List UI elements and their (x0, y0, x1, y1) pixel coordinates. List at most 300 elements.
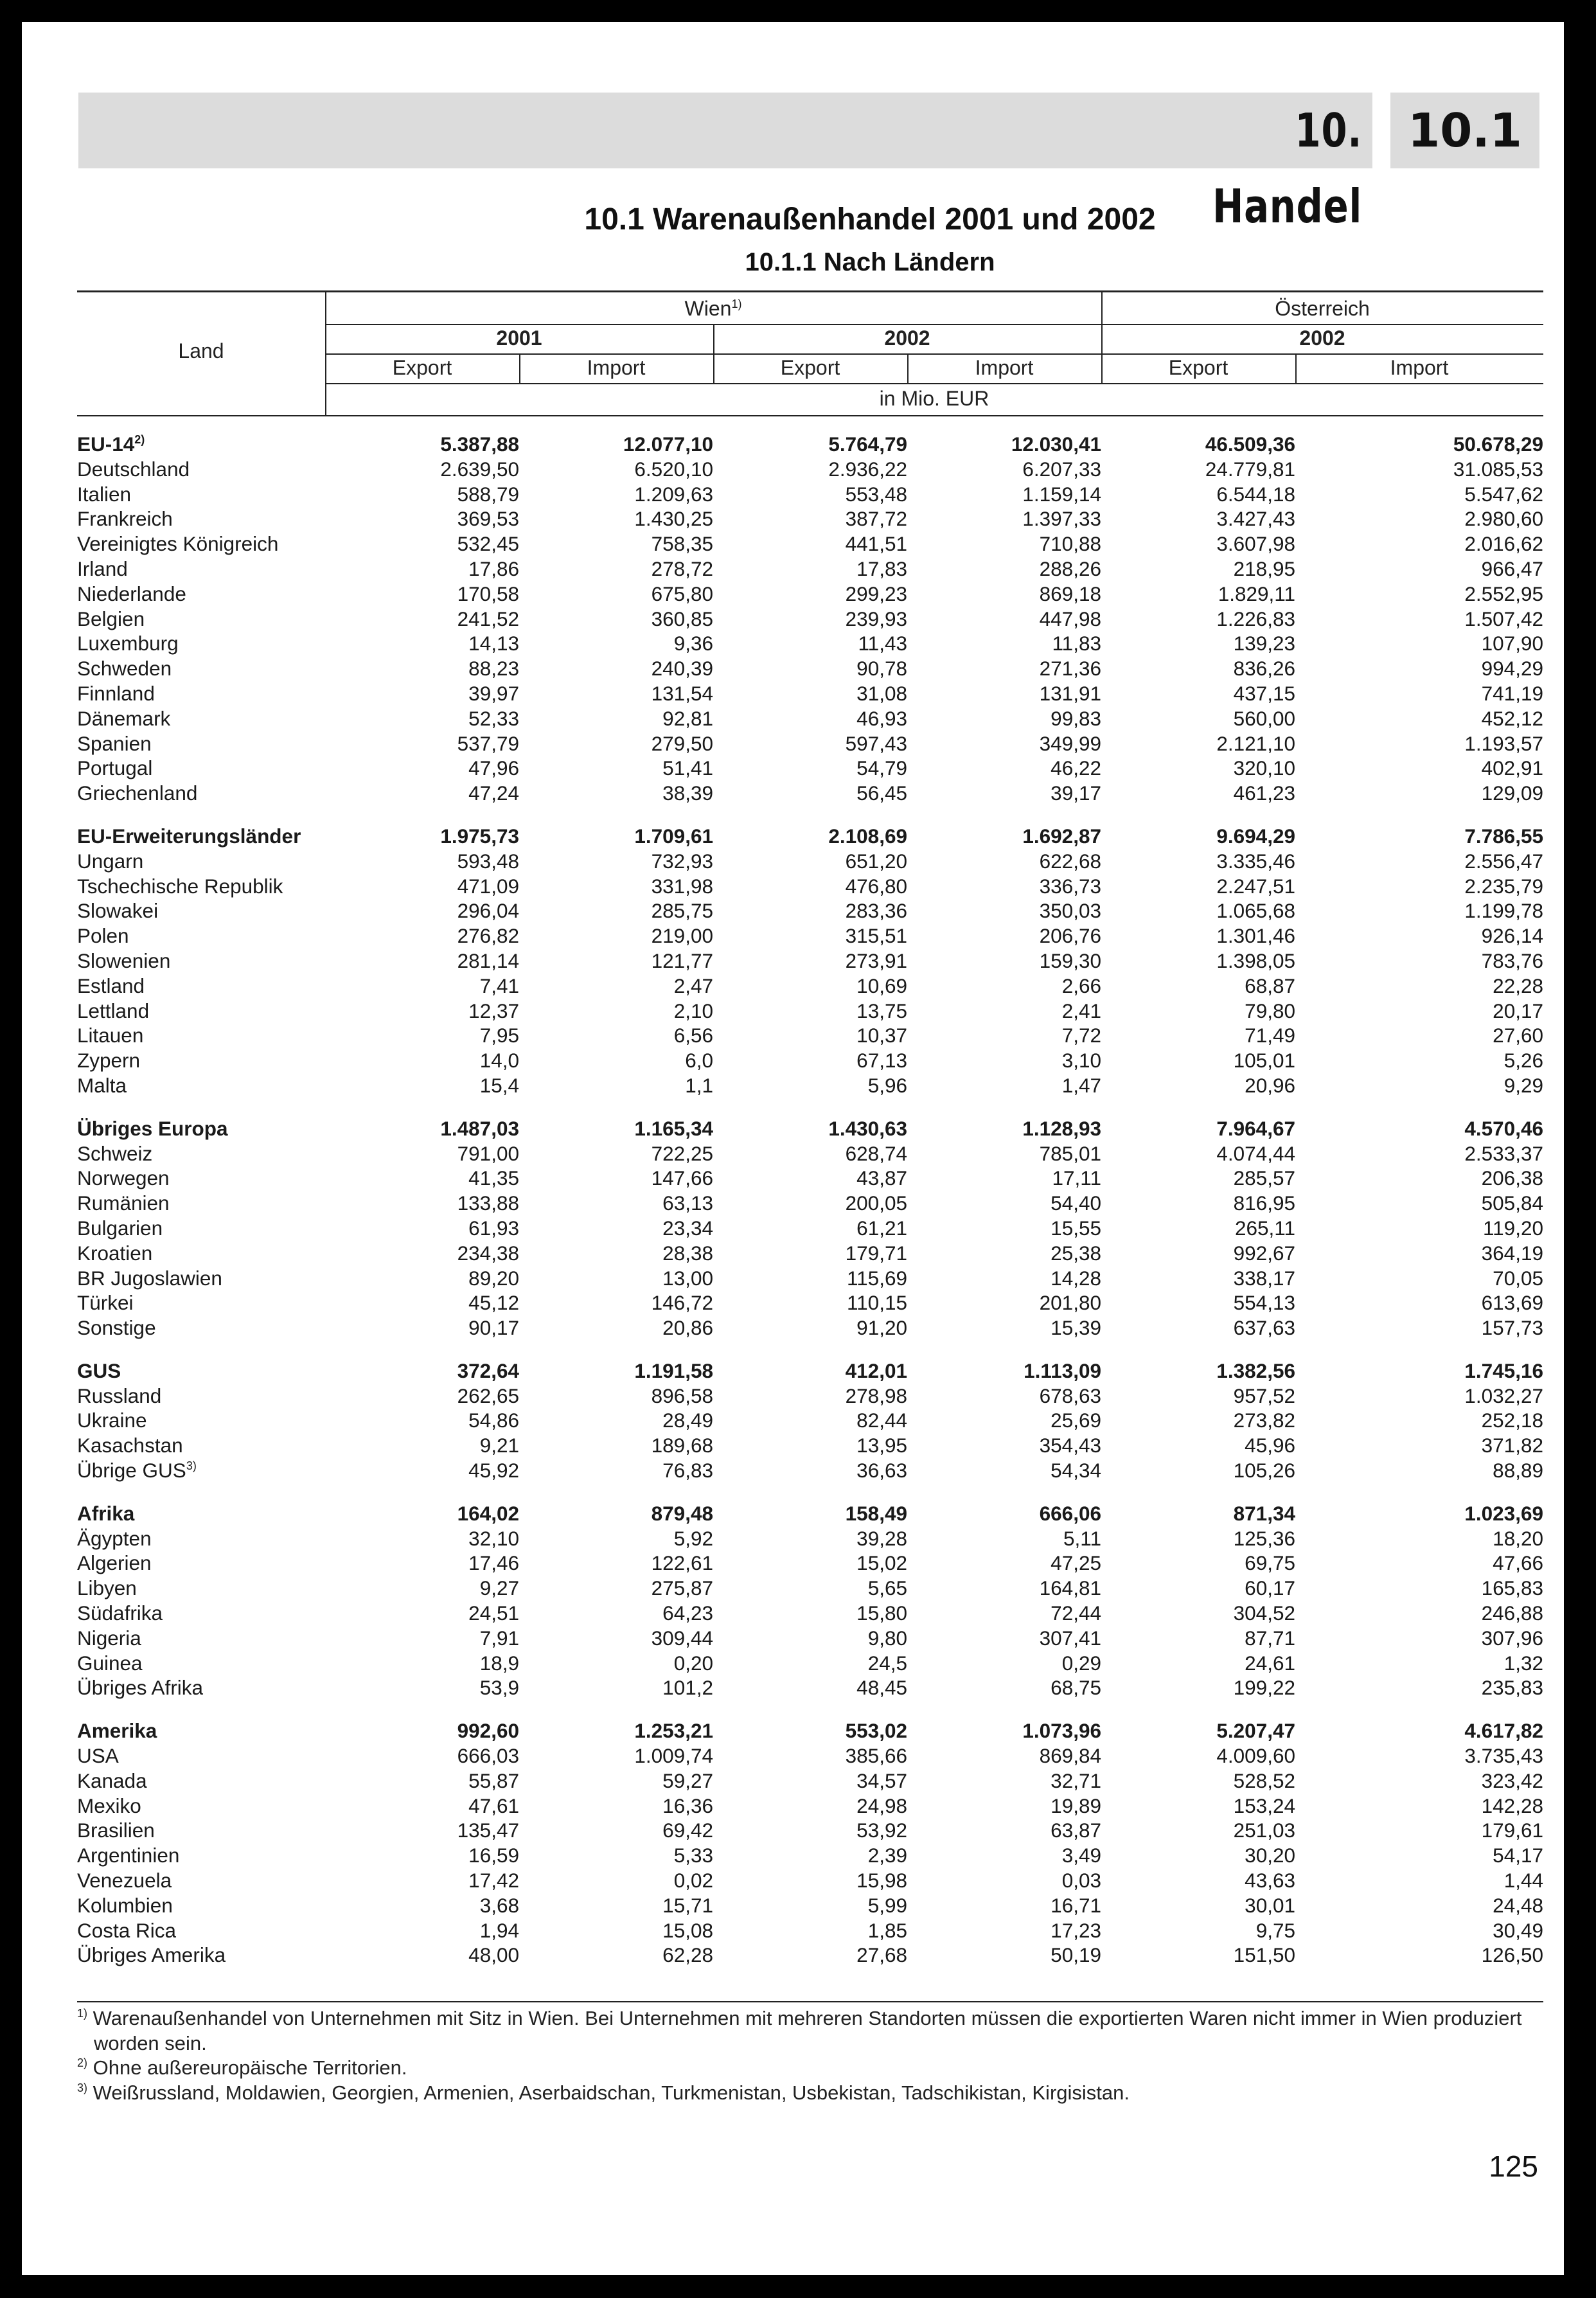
trade-value: 331,98 (651, 874, 713, 898)
group-total-value: 879,48 (651, 1501, 713, 1525)
trade-value: 53,9 (479, 1676, 519, 1700)
trade-value: 55,87 (468, 1768, 519, 1792)
trade-value: 6,56 (673, 1024, 713, 1047)
trade-value: 219,00 (651, 924, 713, 948)
trade-value: 281,14 (457, 949, 519, 972)
trade-value: 402,91 (1481, 756, 1543, 780)
trade-value: 1,44 (1503, 1869, 1543, 1893)
trade-value: 36,63 (856, 1459, 907, 1483)
trade-value: 45,92 (468, 1459, 519, 1483)
trade-value: 350,03 (1039, 899, 1101, 923)
header-import-1: Import (587, 356, 646, 379)
country-name: Ägypten (77, 1526, 152, 1550)
trade-value: 126,50 (1481, 1943, 1543, 1967)
group-total-value: 9.694,29 (1216, 824, 1295, 848)
trade-value: 68,75 (1051, 1676, 1101, 1700)
trade-value: 5,11 (1063, 1526, 1101, 1550)
trade-value: 28,38 (662, 1241, 713, 1265)
trade-value: 105,01 (1233, 1049, 1295, 1073)
table-row (77, 1768, 1543, 1794)
trade-value: 452,12 (1481, 706, 1543, 730)
trade-value: 1.397,33 (1022, 507, 1101, 531)
table-row (77, 681, 1543, 706)
trade-value: 528,52 (1233, 1768, 1295, 1792)
trade-value: 13,75 (856, 999, 907, 1022)
group-total-value: 666,06 (1039, 1501, 1101, 1525)
trade-value: 200,05 (845, 1191, 907, 1215)
group-total-value: 12.030,41 (1011, 432, 1101, 456)
trade-value: 43,87 (856, 1166, 907, 1190)
trade-value: 131,91 (1039, 681, 1101, 705)
trade-value: 5,96 (867, 1073, 907, 1097)
table-row (77, 482, 1543, 507)
trade-value: 92,81 (662, 706, 713, 730)
table-row (77, 898, 1543, 923)
trade-value: 63,87 (1051, 1819, 1101, 1842)
trade-value: 315,51 (845, 924, 907, 948)
table-row (77, 1576, 1543, 1601)
trade-value: 56,45 (856, 781, 907, 805)
country-name: Ukraine (77, 1409, 147, 1432)
country-name: Brasilien (77, 1819, 155, 1842)
header-import-3: Import (1390, 356, 1449, 379)
group-total-value: 1.975,73 (440, 824, 519, 848)
trade-value: 2.247,51 (1216, 874, 1295, 898)
table-row (77, 1241, 1543, 1266)
country-name: Russland (77, 1384, 162, 1407)
group-total-value: 1.430,63 (828, 1116, 907, 1140)
chapter-number: 10.1 (1390, 93, 1539, 168)
group-total-value: 372,64 (457, 1358, 519, 1382)
country-name: Litauen (77, 1024, 144, 1047)
page (22, 22, 1564, 2275)
table-row (77, 1818, 1543, 1843)
table-row (77, 1626, 1543, 1651)
trade-value: 99,83 (1051, 706, 1101, 730)
trade-value: 2.639,50 (440, 457, 519, 481)
table-row (77, 1943, 1543, 1968)
trade-value: 27,60 (1493, 1024, 1543, 1047)
trade-value: 9,36 (673, 632, 713, 655)
trade-value: 14,13 (468, 632, 519, 655)
group-total-row (77, 1718, 1543, 1743)
trade-value: 741,19 (1481, 681, 1543, 705)
country-name: Türkei (77, 1291, 134, 1315)
country-name: Italien (77, 482, 132, 506)
trade-value: 47,25 (1051, 1551, 1101, 1575)
page-title: 10.1 Warenaußenhandel 2001 und 2002 (584, 202, 1156, 236)
trade-value: 121,77 (651, 949, 713, 972)
table-row (77, 1893, 1543, 1918)
group-total-value: 5.387,88 (440, 432, 519, 456)
trade-value: 666,03 (457, 1744, 519, 1768)
group-total-value: 1.023,69 (1464, 1501, 1543, 1525)
group-spacer (77, 1340, 1543, 1358)
trade-value: 54,17 (1493, 1844, 1543, 1867)
trade-value: 16,59 (468, 1844, 519, 1867)
country-name: Estland (77, 974, 145, 997)
footnotes (77, 2006, 1543, 2105)
table-row (77, 1408, 1543, 1433)
trade-value: 6.520,10 (634, 457, 713, 481)
trade-value: 758,35 (651, 532, 713, 556)
trade-value: 276,82 (457, 924, 519, 948)
trade-value: 206,76 (1039, 924, 1101, 948)
table-row (77, 1216, 1543, 1241)
country-name: Lettland (77, 999, 150, 1022)
trade-value: 30,01 (1245, 1893, 1295, 1917)
group-total-value: 158,49 (845, 1501, 907, 1525)
trade-value: 471,09 (457, 874, 519, 898)
trade-value: 179,71 (845, 1241, 907, 1265)
table-row (77, 1601, 1543, 1626)
group-total-value: 5.764,79 (828, 432, 907, 456)
trade-value: 349,99 (1039, 731, 1101, 755)
group-total-row (77, 1116, 1543, 1141)
trade-value: 262,65 (457, 1384, 519, 1407)
rule-years (325, 353, 1543, 355)
trade-value: 5.547,62 (1464, 482, 1543, 506)
trade-value: 147,66 (651, 1166, 713, 1190)
trade-value: 461,23 (1233, 781, 1295, 805)
trade-value: 39,97 (468, 681, 519, 705)
trade-value: 13,00 (662, 1266, 713, 1290)
trade-value: 45,12 (468, 1291, 519, 1315)
trade-value: 87,71 (1245, 1626, 1295, 1650)
trade-value: 20,96 (1245, 1073, 1295, 1097)
header-export-2: Export (780, 356, 840, 379)
trade-value: 14,28 (1051, 1266, 1101, 1290)
trade-value: 0,29 (1061, 1651, 1101, 1675)
trade-value: 593,48 (457, 849, 519, 873)
group-total-value: 871,34 (1233, 1501, 1295, 1525)
trade-value: 45,96 (1245, 1434, 1295, 1457)
country-name: Übriges Afrika (77, 1676, 204, 1700)
trade-value: 201,80 (1039, 1291, 1101, 1315)
group-total-value: 1.692,87 (1022, 824, 1101, 848)
table-row (77, 1651, 1543, 1676)
trade-value: 7,95 (479, 1024, 519, 1047)
trade-value: 285,57 (1233, 1166, 1295, 1190)
trade-value: 20,86 (662, 1316, 713, 1340)
trade-value: 24,98 (856, 1794, 907, 1817)
group-name: EU-14$^{2)}$ (77, 432, 145, 456)
trade-value: 15,71 (662, 1893, 713, 1917)
trade-value: 15,08 (662, 1918, 713, 1942)
trade-value: 119,20 (1482, 1216, 1543, 1240)
group-name: Übriges Europa (77, 1116, 228, 1140)
trade-value: 1.009,74 (634, 1744, 713, 1768)
trade-value: 241,52 (457, 607, 519, 630)
trade-value: 296,04 (457, 899, 519, 923)
trade-value: 791,00 (457, 1141, 519, 1165)
trade-value: 6.544,18 (1216, 482, 1295, 506)
country-name: Belgien (77, 607, 145, 630)
trade-value: 170,58 (457, 582, 519, 605)
trade-value: 360,85 (651, 607, 713, 630)
trade-value: 1.065,68 (1216, 899, 1295, 923)
table-row (77, 1868, 1543, 1893)
trade-value: 2.016,62 (1464, 532, 1543, 556)
country-name: Spanien (77, 731, 152, 755)
table-row (77, 1191, 1543, 1216)
trade-value: 48,45 (856, 1676, 907, 1700)
trade-value: 275,87 (651, 1576, 713, 1600)
trade-value: 785,01 (1039, 1141, 1101, 1165)
trade-value: 597,43 (845, 731, 907, 755)
trade-value: 1,47 (1061, 1073, 1101, 1097)
trade-value: 6.207,33 (1022, 457, 1101, 481)
trade-value: 273,91 (845, 949, 907, 972)
trade-value: 61,93 (468, 1216, 519, 1240)
table-row (77, 1526, 1543, 1551)
footnote: $^{3)}$ Weißrussland, Moldawien, Georgien, Armenien, Aserbaidschan, Turkmenistan, Usbekistan, Tadschikistan, Kirgisistan. (77, 2081, 1130, 2104)
trade-value: 836,26 (1233, 657, 1295, 681)
table-row (77, 557, 1543, 582)
trade-value: 61,21 (856, 1216, 907, 1240)
table-row (77, 923, 1543, 949)
trade-value: 369,53 (457, 507, 519, 531)
trade-value: 2,39 (867, 1844, 907, 1867)
group-total-value: 46.509,36 (1205, 432, 1295, 456)
trade-value: 1.226,83 (1216, 607, 1295, 630)
trade-value: 622,68 (1039, 849, 1101, 873)
table-row (77, 1433, 1543, 1458)
trade-value: 71,49 (1245, 1024, 1295, 1047)
trade-value: 46,22 (1051, 756, 1101, 780)
country-name: Finnland (77, 681, 155, 705)
table-row (77, 656, 1543, 681)
trade-value: 271,36 (1039, 657, 1101, 681)
trade-value: 816,95 (1233, 1191, 1295, 1215)
group-spacer (77, 1098, 1543, 1116)
trade-value: 1,1 (685, 1073, 713, 1097)
group-total-value: 5.207,47 (1216, 1719, 1295, 1743)
trade-value: 1,94 (479, 1918, 519, 1942)
trade-value: 532,45 (457, 532, 519, 556)
trade-value: 7,41 (479, 974, 519, 997)
country-name: Vereinigtes Königreich (77, 532, 279, 556)
group-total-value: 1.745,16 (1464, 1358, 1543, 1382)
table-row (77, 1675, 1543, 1700)
trade-value: 16,71 (1051, 1893, 1101, 1917)
country-name: Tschechische Republik (77, 874, 283, 898)
trade-value: 251,03 (1233, 1819, 1295, 1842)
country-name: Kolumbien (77, 1893, 173, 1917)
footnote: $^{2)}$ Ohne außereuropäische Territorien. (77, 2056, 407, 2079)
country-name: Übriges Amerika (77, 1943, 226, 1967)
trade-value: 101,2 (662, 1676, 713, 1700)
trade-value: 23,34 (662, 1216, 713, 1240)
trade-value: 70,05 (1493, 1266, 1543, 1290)
country-name: Bulgarien (77, 1216, 163, 1240)
trade-value: 50,19 (1051, 1943, 1101, 1967)
group-total-value: 1.191,58 (634, 1358, 713, 1382)
country-name: Sonstige (77, 1316, 156, 1340)
trade-value: 3.607,98 (1216, 532, 1295, 556)
trade-value: 47,96 (468, 756, 519, 780)
header-oesterreich: Österreich (1275, 297, 1370, 320)
country-name: Schweden (77, 657, 172, 681)
trade-value: 54,34 (1051, 1459, 1101, 1483)
trade-value: 2.552,95 (1464, 582, 1543, 605)
country-name: Niederlande (77, 582, 186, 605)
country-name: Luxemburg (77, 632, 179, 655)
trade-value: 107,90 (1481, 632, 1543, 655)
trade-value: 447,98 (1039, 607, 1101, 630)
trade-value: 235,83 (1481, 1676, 1543, 1700)
trade-value: 3,10 (1061, 1049, 1101, 1073)
trade-value: 189,68 (651, 1434, 713, 1457)
country-name: Übrige GUS$^{3)}$ (77, 1459, 197, 1483)
trade-value: 122,61 (651, 1551, 713, 1575)
trade-value: 159,30 (1039, 949, 1101, 972)
trade-value: 3,68 (479, 1893, 519, 1917)
chapter-title: 10. Handel (1212, 103, 1362, 233)
trade-value: 710,88 (1039, 532, 1101, 556)
header-wien-2001: 2001 (496, 326, 542, 350)
trade-value: 239,93 (845, 607, 907, 630)
table-row (77, 1048, 1543, 1073)
trade-value: 246,88 (1481, 1601, 1543, 1625)
country-name: BR Jugoslawien (77, 1266, 222, 1290)
trade-value: 47,24 (468, 781, 519, 805)
trade-value: 17,86 (468, 557, 519, 580)
trade-value: 1.209,63 (634, 482, 713, 506)
trade-value: 47,66 (1493, 1551, 1543, 1575)
table-row (77, 631, 1543, 656)
trade-value: 441,51 (845, 532, 907, 556)
trade-value: 476,80 (845, 874, 907, 898)
trade-value: 385,66 (845, 1744, 907, 1768)
trade-value: 307,41 (1039, 1626, 1101, 1650)
header-import-2: Import (975, 356, 1034, 379)
country-name: Nigeria (77, 1626, 141, 1650)
trade-value: 5,92 (673, 1526, 713, 1550)
trade-value: 2.533,37 (1464, 1141, 1543, 1165)
trade-value: 354,43 (1039, 1434, 1101, 1457)
trade-value: 28,49 (662, 1409, 713, 1432)
group-total-value: 4.617,82 (1464, 1719, 1543, 1743)
trade-value: 1,85 (867, 1918, 907, 1942)
trade-value: 252,18 (1481, 1409, 1543, 1432)
trade-value: 69,42 (662, 1819, 713, 1842)
country-name: Deutschland (77, 457, 190, 481)
trade-value: 628,74 (845, 1141, 907, 1165)
trade-value: 64,23 (662, 1601, 713, 1625)
trade-value: 10,69 (856, 974, 907, 997)
trade-value: 992,67 (1233, 1241, 1295, 1265)
country-name: Norwegen (77, 1166, 170, 1190)
trade-value: 1.199,78 (1464, 899, 1543, 923)
trade-value: 732,93 (651, 849, 713, 873)
table-row (77, 607, 1543, 632)
trade-value: 613,69 (1481, 1291, 1543, 1315)
trade-value: 17,11 (1052, 1166, 1101, 1190)
trade-value: 32,71 (1051, 1768, 1101, 1792)
trade-value: 9,29 (1503, 1073, 1543, 1097)
table-row (77, 1073, 1543, 1098)
trade-value: 560,00 (1233, 706, 1295, 730)
country-name: USA (77, 1744, 119, 1768)
trade-value: 18,9 (479, 1651, 519, 1675)
rule-bottom (77, 2001, 1543, 2002)
trade-value: 24,5 (867, 1651, 907, 1675)
trade-value: 88,89 (1493, 1459, 1543, 1483)
trade-value: 139,23 (1233, 632, 1295, 655)
country-name: Griechenland (77, 781, 198, 805)
trade-value: 20,17 (1493, 999, 1543, 1022)
rule-unit (77, 415, 1543, 416)
trade-value: 1.159,14 (1022, 482, 1101, 506)
trade-value: 1,32 (1503, 1651, 1543, 1675)
trade-value: 16,36 (662, 1794, 713, 1817)
page-subtitle: 10.1.1 Nach Ländern (745, 248, 995, 276)
group-total-value: 553,02 (845, 1719, 907, 1743)
group-total-value: 7.964,67 (1216, 1116, 1295, 1140)
group-spacer (77, 1700, 1543, 1718)
header-wien (325, 297, 1101, 321)
trade-value: 218,95 (1233, 557, 1295, 580)
trade-value: 15,80 (856, 1601, 907, 1625)
group-total-value: 50.678,29 (1453, 432, 1543, 456)
trade-value: 1.398,05 (1216, 949, 1295, 972)
trade-value: 5,99 (867, 1893, 907, 1917)
country-name: Kanada (77, 1768, 147, 1792)
table-row (77, 874, 1543, 899)
trade-value: 34,57 (856, 1768, 907, 1792)
table-row (77, 1384, 1543, 1409)
group-total-value: 1.382,56 (1216, 1358, 1295, 1382)
trade-value: 279,50 (651, 731, 713, 755)
table-row (77, 457, 1543, 482)
trade-value: 869,84 (1039, 1744, 1101, 1768)
trade-value: 0,03 (1061, 1869, 1101, 1893)
trade-value: 89,20 (468, 1266, 519, 1290)
trade-value: 678,63 (1039, 1384, 1101, 1407)
trade-value: 79,80 (1245, 999, 1295, 1022)
country-name: Polen (77, 924, 129, 948)
trade-value: 69,75 (1245, 1551, 1295, 1575)
trade-value: 10,37 (856, 1024, 907, 1047)
country-name: Kasachstan (77, 1434, 183, 1457)
trade-value: 53,92 (856, 1819, 907, 1842)
group-total-row (77, 1358, 1543, 1384)
trade-value: 554,13 (1233, 1291, 1295, 1315)
trade-value: 59,27 (662, 1768, 713, 1792)
trade-value: 15,55 (1051, 1216, 1101, 1240)
trade-value: 60,17 (1245, 1576, 1295, 1600)
table-row (77, 1141, 1543, 1166)
table-row (77, 949, 1543, 974)
trade-value: 17,42 (468, 1869, 519, 1893)
trade-value: 6,0 (685, 1049, 713, 1073)
rule-wien (325, 324, 1543, 325)
trade-value: 153,24 (1233, 1794, 1295, 1817)
trade-value: 637,63 (1233, 1316, 1295, 1340)
trade-value: 9,27 (479, 1576, 519, 1600)
trade-value: 115,69 (846, 1266, 907, 1290)
group-total-row (77, 824, 1543, 849)
group-total-value: 1.165,34 (634, 1116, 713, 1140)
table-row (77, 531, 1543, 557)
country-name: Costa Rica (77, 1918, 177, 1942)
trade-value: 2.556,47 (1464, 849, 1543, 873)
trade-value: 11,83 (1052, 632, 1101, 655)
trade-value: 7,72 (1061, 1024, 1101, 1047)
group-total-value: 2.108,69 (828, 824, 907, 848)
trade-value: 651,20 (845, 849, 907, 873)
